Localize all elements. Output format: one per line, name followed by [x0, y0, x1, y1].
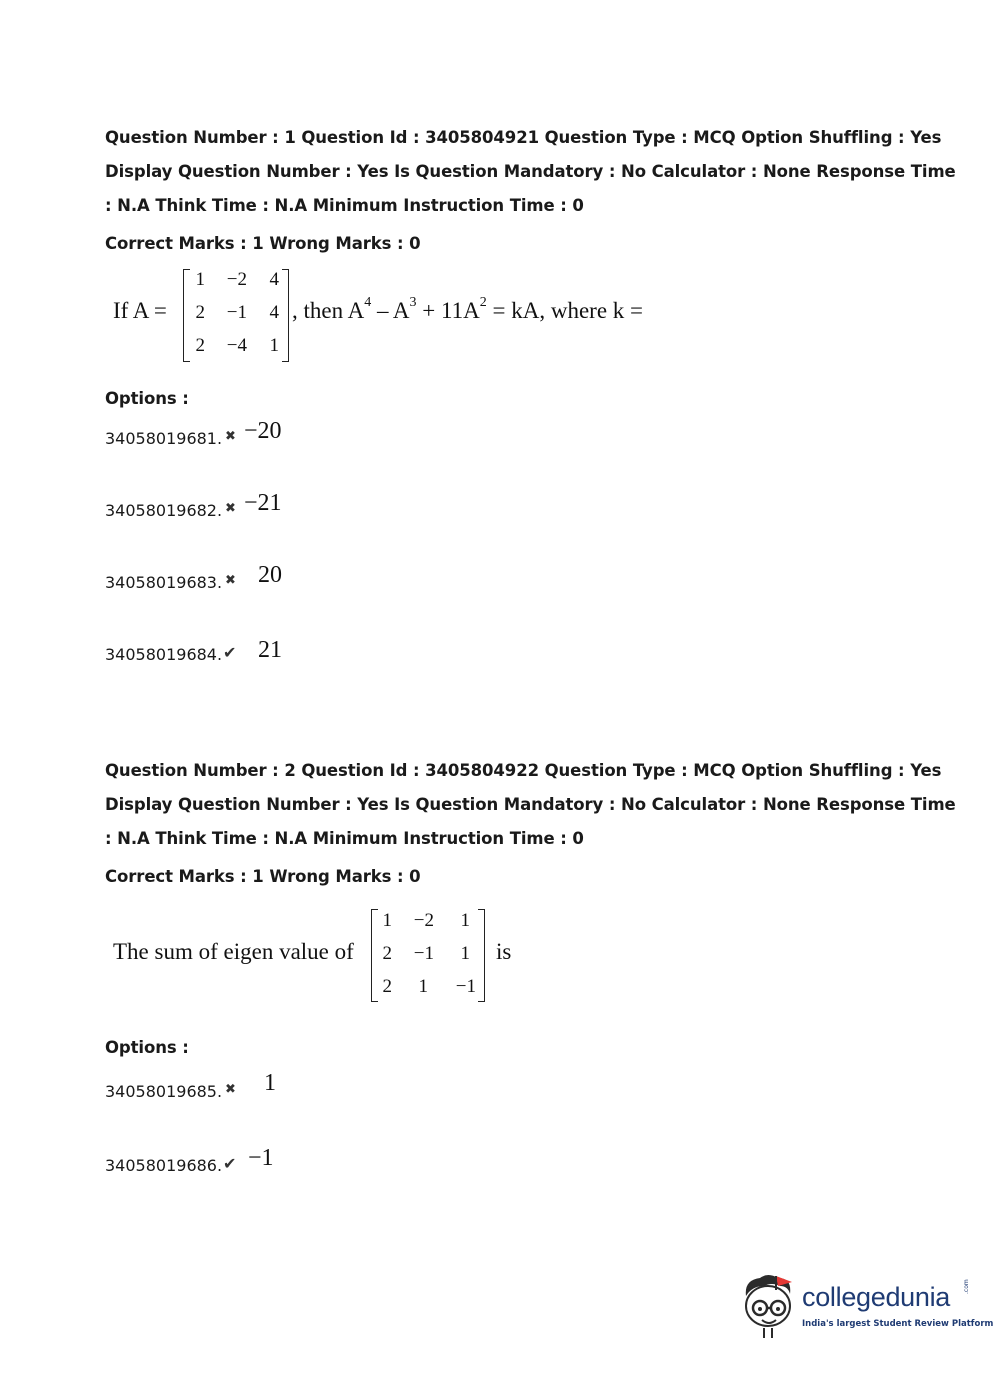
option-value: 1: [264, 1070, 276, 1096]
option-value: −20: [244, 418, 282, 444]
matrix-cell: −1: [455, 976, 476, 997]
matrix-right-bracket: [282, 269, 289, 362]
logo-suffix: .com: [963, 1279, 970, 1294]
check-icon: ✔: [223, 1154, 237, 1173]
matrix-cell: −1: [226, 302, 247, 323]
option-value: −21: [244, 490, 282, 516]
option-value: −1: [248, 1145, 274, 1171]
exponent: 3: [409, 295, 417, 311]
question-meta-line: Question Number : 1 Question Id : 3405804921 Question Type : MCQ Option Shuffling : Yes: [105, 128, 942, 147]
stem-suffix: [292, 295, 644, 324]
matrix-cell: 1: [460, 943, 470, 964]
stem-prefix: The sum of eigen value of: [113, 939, 354, 964]
option-id: 34058019685.: [105, 1082, 223, 1101]
matrix-cell: 1: [418, 976, 428, 997]
option-value: 20: [258, 562, 282, 588]
question-meta-line: Question Number : 2 Question Id : 3405804922 Question Type : MCQ Option Shuffling : Yes: [105, 761, 942, 780]
matrix-cell: 2: [195, 335, 205, 356]
option-value: 21: [258, 637, 282, 663]
matrix-cell: 1: [269, 335, 279, 356]
matrix-cell: 4: [269, 269, 279, 290]
check-icon: ✔: [223, 643, 237, 662]
marks-line: Correct Marks : 1 Wrong Marks : 0: [105, 867, 421, 886]
wrong-icon: ✖: [225, 501, 236, 516]
matrix-cell: 1: [195, 269, 205, 290]
exponent: 4: [364, 295, 372, 311]
marks-line: Correct Marks : 1 Wrong Marks : 0: [105, 234, 421, 253]
stem-suffix: is: [496, 939, 512, 964]
matrix-cell: 4: [269, 302, 279, 323]
matrix-cell: 2: [195, 302, 205, 323]
matrix-cell: 1: [460, 910, 470, 931]
stem-text: = kA, where k =: [486, 298, 644, 323]
collegedunia-logo: [738, 1272, 994, 1352]
option-id: 34058019681.: [105, 429, 223, 448]
logo-name: collegedunia: [802, 1282, 951, 1312]
option-id: 34058019683.: [105, 573, 223, 592]
question-meta-line: : N.A Think Time : N.A Minimum Instruction Time : 0: [105, 196, 584, 215]
question-meta-line: Display Question Number : Yes Is Question Mandatory : No Calculator : None Response Time: [105, 795, 956, 814]
exponent: 2: [479, 295, 487, 311]
matrix-cell: 2: [382, 943, 392, 964]
stem-text: – A: [371, 298, 410, 323]
matrix-cell: −1: [413, 943, 434, 964]
option-id: 34058019682.: [105, 501, 223, 520]
stem-text: + 11A: [416, 298, 480, 323]
matrix-cell: −2: [226, 269, 247, 290]
logo-tagline: India's largest Student Review Platform: [802, 1319, 994, 1329]
wrong-icon: ✖: [225, 573, 236, 588]
matrix-cell: 1: [382, 910, 392, 931]
question-meta-line: Display Question Number : Yes Is Question Mandatory : No Calculator : None Response Time: [105, 162, 956, 181]
options-label: Options :: [105, 1038, 189, 1057]
mascot-icon: [738, 1272, 800, 1348]
stem-text: , then A: [292, 298, 365, 323]
options-label: Options :: [105, 389, 189, 408]
matrix-cell: −2: [413, 910, 434, 931]
wrong-icon: ✖: [225, 1082, 236, 1097]
question-meta-line: : N.A Think Time : N.A Minimum Instruction Time : 0: [105, 829, 584, 848]
matrix-cell: 2: [382, 976, 392, 997]
stem-prefix: If A =: [113, 298, 167, 323]
matrix-cell: −4: [226, 335, 247, 356]
option-id: 34058019686.: [105, 1156, 223, 1175]
wrong-icon: ✖: [225, 429, 236, 444]
matrix-right-bracket: [478, 909, 485, 1002]
option-id: 34058019684.: [105, 645, 223, 664]
